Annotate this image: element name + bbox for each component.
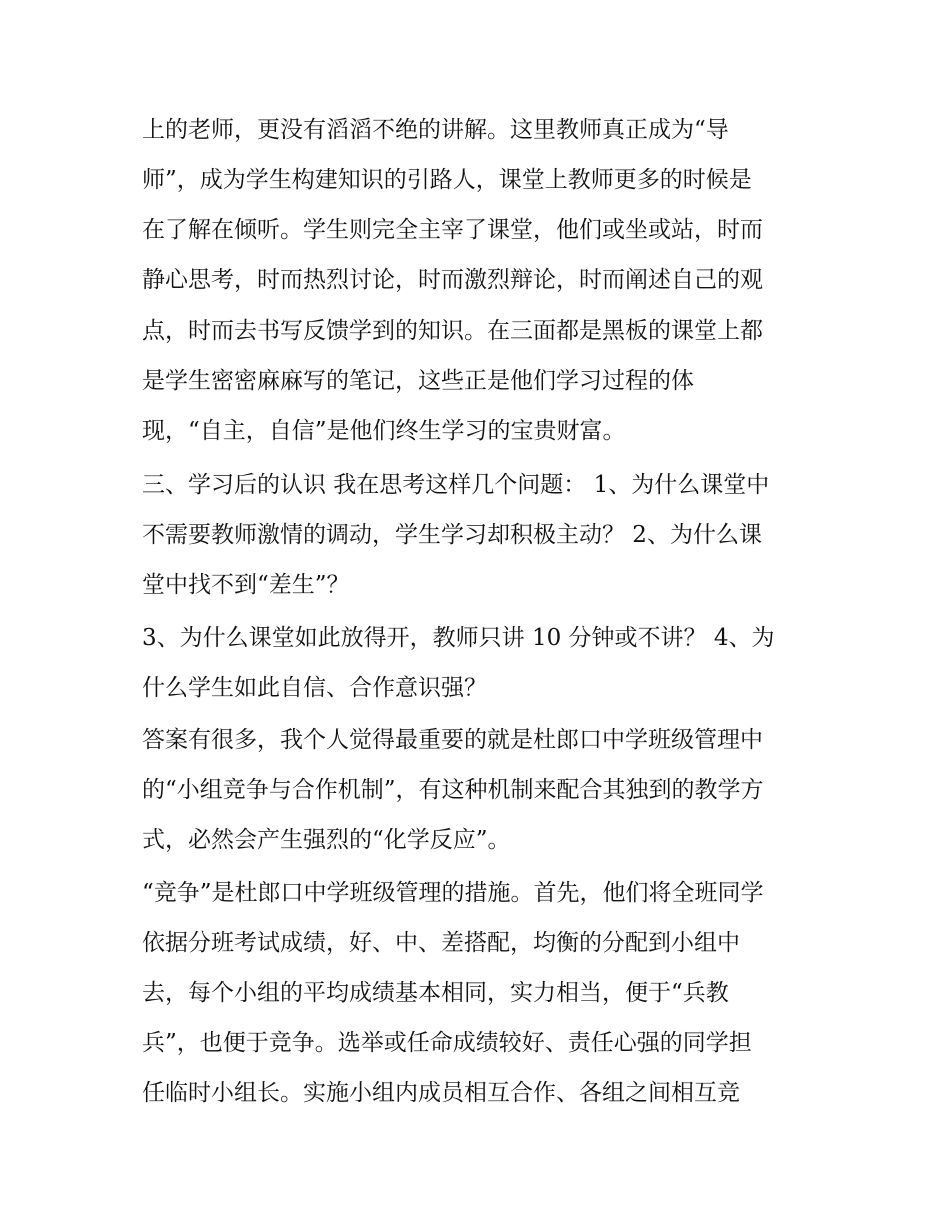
text-line: 师”，成为学生构建知识的引路人，课堂上教师更多的时候是	[142, 167, 752, 193]
text-line: 堂中找不到“差生”？	[142, 572, 350, 598]
section-heading-line: 三、学习后的认识 我在思考这样几个问题： 1、为什么课堂中	[142, 472, 770, 498]
text-line: 兵”，也便于竞争。选举或任命成绩较好、责任心强的同学担	[142, 1030, 752, 1056]
text-line: 点，时而去书写反馈学到的知识。在三面都是黑板的课堂上都	[142, 318, 763, 344]
text-line: 不需要教师激情的调动，学生学习却积极主动？ 2、为什么课	[142, 522, 762, 548]
text-line: “竞争”是杜郎口中学班级管理的措施。首先，他们将全班同学	[142, 880, 764, 906]
text-line: 是学生密密麻麻写的笔记，这些正是他们学习过程的体	[142, 368, 694, 394]
text-line: 静心思考，时而热烈讨论，时而激烈辩论，时而阐述自己的观	[142, 267, 763, 293]
text-line: 答案有很多，我个人觉得最重要的就是杜郎口中学班级管理中	[142, 727, 763, 753]
text-line: 现，“自主，自信”是他们终生学习的宝贵财富。	[142, 418, 626, 444]
text-line: 去，每个小组的平均成绩基本相同，实力相当，便于“兵教	[142, 980, 729, 1006]
text-line: 什么学生如此自信、合作意识强？	[142, 675, 487, 701]
text-line: 上的老师，更没有滔滔不绝的讲解。这里教师真正成为“导	[142, 117, 729, 143]
text-line: 式，必然会产生强烈的“化学反应”。	[142, 827, 511, 853]
text-line: 依据分班考试成绩，好、中、差搭配，均衡的分配到小组中	[142, 930, 740, 956]
text-line: 的“小组竞争与合作机制”，有这种机制来配合其独到的教学方	[142, 777, 764, 803]
text-line: 在了解在倾听。学生则完全主宰了课堂，他们或坐或站，时而	[142, 217, 763, 243]
text-line: 任临时小组长。实施小组内成员相互合作、各组之间相互竞	[142, 1080, 740, 1106]
text-line: 3、为什么课堂如此放得开，教师只讲 10 分钟或不讲？ 4、为	[142, 625, 775, 651]
